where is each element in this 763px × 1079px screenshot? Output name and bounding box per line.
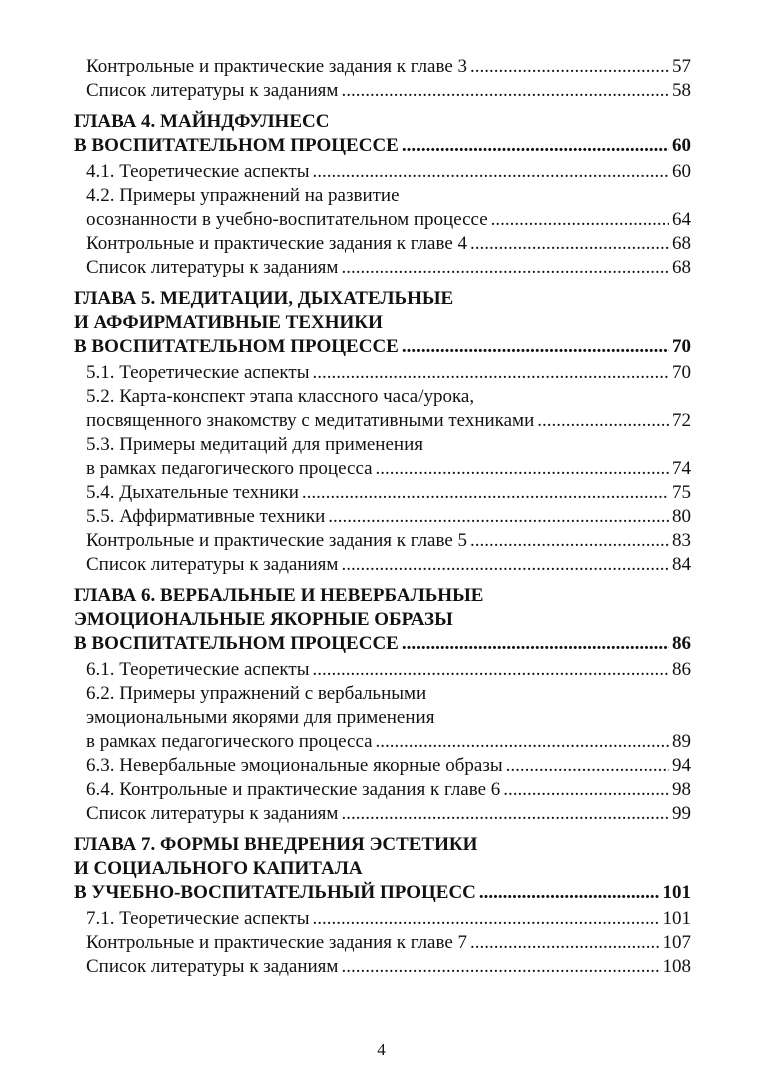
dot-leader: [309, 361, 669, 385]
toc-entry: [74, 232, 691, 256]
toc-line: [74, 529, 691, 553]
entry-title-text: Контрольные и практические задания к главе 4: [86, 233, 468, 254]
dot-leader: [467, 232, 669, 256]
toc-page-number: 57: [672, 56, 691, 77]
toc-entry: [74, 160, 691, 184]
chapter-title-text: ГЛАВА 7. ФОРМЫ ВНЕДРЕНИЯ ЭСТЕТИКИ: [74, 834, 478, 855]
dot-leader: [373, 730, 669, 754]
toc-page-number: 60: [672, 161, 691, 182]
chapter-title-text: ГЛАВА 5. МЕДИТАЦИИ, ДЫХАТЕЛЬНЫЕ: [74, 288, 454, 309]
toc-page-number: 86: [672, 659, 691, 680]
dot-leader: [399, 335, 669, 359]
toc-entry-list: [74, 361, 691, 577]
toc-entry: [74, 778, 691, 802]
toc-line: [74, 184, 691, 208]
toc-page-number: 101: [662, 908, 691, 929]
dot-leader: [373, 457, 669, 481]
entry-title-text: 5.3. Примеры медитаций для применения: [86, 434, 423, 455]
dot-leader: [309, 907, 659, 931]
toc-line: [74, 553, 691, 577]
chapter-title-text: В ВОСПИТАТЕЛЬНОМ ПРОЦЕССЕ: [74, 633, 399, 654]
dot-leader: [500, 778, 669, 802]
dot-leader: [399, 632, 669, 656]
entry-title-text: Контрольные и практические задания к главе 5: [86, 530, 468, 551]
toc-entry: [74, 385, 691, 433]
toc-entry: [74, 256, 691, 280]
toc-entry: [74, 658, 691, 682]
chapter-heading: [74, 833, 691, 905]
toc-chapter: [74, 833, 691, 979]
chapter-title-text: В УЧЕБНО-ВОСПИТАТЕЛЬНЫЙ ПРОЦЕСС: [74, 882, 476, 903]
toc-page-number: 72: [672, 410, 691, 431]
chapter-title-text: ГЛАВА 6. ВЕРБАЛЬНЫЕ И НЕВЕРБАЛЬНЫЕ: [74, 585, 484, 606]
toc-line: [74, 754, 691, 778]
toc-line: [74, 682, 691, 706]
toc-page-number: 89: [672, 731, 691, 752]
entry-title-text: 6.4. Контрольные и практические задания к главе 6: [86, 779, 501, 800]
toc-line: [74, 931, 691, 955]
toc-line: [74, 361, 691, 385]
dot-leader: [399, 134, 669, 158]
entry-title-text: 5.2. Карта-конспект этапа классного часа/урока,: [86, 386, 475, 407]
toc-line: [74, 658, 691, 682]
page-number: 4: [377, 1040, 386, 1059]
entry-title-text: Контрольные и практические задания к главе 3: [86, 56, 468, 77]
entry-title-text: Список литературы к заданиям: [86, 803, 339, 824]
table-of-contents: [74, 53, 691, 979]
toc-entry: [74, 754, 691, 778]
toc-line: [74, 208, 691, 232]
toc-line: [74, 79, 691, 103]
dot-leader: [534, 409, 669, 433]
toc-entry: [74, 931, 691, 955]
toc-page-number: 70: [672, 336, 691, 357]
chapter-title-text: ЭМОЦИОНАЛЬНЫЕ ЯКОРНЫЕ ОБРАЗЫ: [74, 609, 453, 630]
toc-line: [74, 778, 691, 802]
toc-line: [74, 730, 691, 754]
toc-line: [74, 232, 691, 256]
dot-leader: [488, 208, 669, 232]
toc-line: [74, 311, 691, 335]
entry-title-text: 5.4. Дыхательные техники: [86, 482, 299, 503]
toc-page-number: 84: [672, 554, 691, 575]
dot-leader: [338, 802, 669, 826]
dot-leader: [309, 160, 669, 184]
toc-page-number: 64: [672, 209, 691, 230]
entry-title-text: в рамках педагогического процесса: [86, 458, 373, 479]
toc-line: [74, 110, 691, 134]
toc-entry: [74, 529, 691, 553]
toc-line: [74, 55, 691, 79]
dot-leader: [338, 256, 669, 280]
toc-line: [74, 433, 691, 457]
toc-line: [74, 608, 691, 632]
entry-title-text: осознанности в учебно-воспитательном процессе: [86, 209, 488, 230]
entry-title-text: 5.5. Аффирмативные техники: [86, 506, 326, 527]
toc-page-number: 60: [672, 135, 691, 156]
chapter-title-text: ГЛАВА 4. МАЙНДФУЛНЕСС: [74, 111, 330, 132]
toc-page-number: 68: [672, 257, 691, 278]
chapter-heading: [74, 287, 691, 359]
toc-page-number: 99: [672, 803, 691, 824]
toc-entry: [74, 481, 691, 505]
toc-entry: [74, 55, 691, 79]
toc-line: [74, 584, 691, 608]
dot-leader: [299, 481, 669, 505]
toc-entry: [74, 553, 691, 577]
chapter-title-text: В ВОСПИТАТЕЛЬНОМ ПРОЦЕССЕ: [74, 336, 399, 357]
toc-entry-list: [74, 55, 691, 103]
dot-leader: [476, 881, 660, 905]
toc-entry: [74, 433, 691, 481]
toc-entry-list: [74, 907, 691, 979]
toc-line: [74, 256, 691, 280]
toc-entry: [74, 907, 691, 931]
dot-leader: [338, 79, 669, 103]
toc-line: [74, 833, 691, 857]
toc-chapter: [74, 287, 691, 577]
toc-line: [74, 881, 691, 905]
toc-line: [74, 632, 691, 656]
toc-line: [74, 134, 691, 158]
toc-entry: [74, 505, 691, 529]
toc-page-number: 68: [672, 233, 691, 254]
entry-title-text: Список литературы к заданиям: [86, 257, 339, 278]
toc-line: [74, 907, 691, 931]
dot-leader: [325, 505, 669, 529]
toc-line: [74, 505, 691, 529]
entry-title-text: 4.1. Теоретические аспекты: [86, 161, 310, 182]
toc-line: [74, 802, 691, 826]
entry-title-text: 6.3. Невербальные эмоциональные якорные образы: [86, 755, 503, 776]
entry-title-text: 5.1. Теоретические аспекты: [86, 362, 310, 383]
dot-leader: [338, 553, 669, 577]
toc-line: [74, 409, 691, 433]
dot-leader: [338, 955, 659, 979]
toc-entry: [74, 361, 691, 385]
chapter-heading: [74, 584, 691, 656]
entry-title-text: 4.2. Примеры упражнений на развитие: [86, 185, 400, 206]
toc-line: [74, 287, 691, 311]
entry-title-text: 6.2. Примеры упражнений с вербальными: [86, 683, 427, 704]
entry-title-text: посвященного знакомству с медитативными техниками: [86, 410, 535, 431]
toc-page-number: 80: [672, 506, 691, 527]
toc-entry: [74, 79, 691, 103]
toc-page-number: 86: [672, 633, 691, 654]
chapter-title-text: В ВОСПИТАТЕЛЬНОМ ПРОЦЕССЕ: [74, 135, 399, 156]
toc-line: [74, 706, 691, 730]
entry-title-text: Контрольные и практические задания к главе 7: [86, 932, 468, 953]
entry-title-text: эмоциональными якорями для применения: [86, 707, 435, 728]
toc-chapter: [74, 110, 691, 280]
toc-line: [74, 160, 691, 184]
toc-page-number: 74: [672, 458, 691, 479]
chapter-heading: [74, 110, 691, 158]
toc-page-number: 70: [672, 362, 691, 383]
entry-title-text: в рамках педагогического процесса: [86, 731, 373, 752]
toc-line: [74, 955, 691, 979]
entry-title-text: Список литературы к заданиям: [86, 80, 339, 101]
toc-chapter: [74, 55, 691, 103]
dot-leader: [467, 55, 669, 79]
toc-page-number: 94: [672, 755, 691, 776]
toc-page-number: 98: [672, 779, 691, 800]
toc-page-number: 107: [662, 932, 691, 953]
entry-title-text: Список литературы к заданиям: [86, 956, 339, 977]
toc-page-number: 101: [662, 882, 691, 903]
toc-page-number: 58: [672, 80, 691, 101]
entry-title-text: 7.1. Теоретические аспекты: [86, 908, 310, 929]
toc-line: [74, 385, 691, 409]
toc-entry: [74, 682, 691, 754]
toc-entry: [74, 955, 691, 979]
entry-title-text: 6.1. Теоретические аспекты: [86, 659, 310, 680]
toc-page-number: 108: [662, 956, 691, 977]
toc-chapter: [74, 584, 691, 826]
toc-line: [74, 857, 691, 881]
toc-entry: [74, 802, 691, 826]
toc-entry-list: [74, 160, 691, 280]
toc-line: [74, 335, 691, 359]
dot-leader: [309, 658, 669, 682]
toc-entry: [74, 184, 691, 232]
dot-leader: [467, 931, 659, 955]
toc-page-number: 75: [672, 482, 691, 503]
toc-entry-list: [74, 658, 691, 826]
entry-title-text: Список литературы к заданиям: [86, 554, 339, 575]
toc-page-number: 83: [672, 530, 691, 551]
toc-line: [74, 457, 691, 481]
dot-leader: [503, 754, 669, 778]
dot-leader: [467, 529, 669, 553]
chapter-title-text: И АФФИРМАТИВНЫЕ ТЕХНИКИ: [74, 312, 383, 333]
chapter-title-text: И СОЦИАЛЬНОГО КАПИТАЛА: [74, 858, 363, 879]
toc-line: [74, 481, 691, 505]
